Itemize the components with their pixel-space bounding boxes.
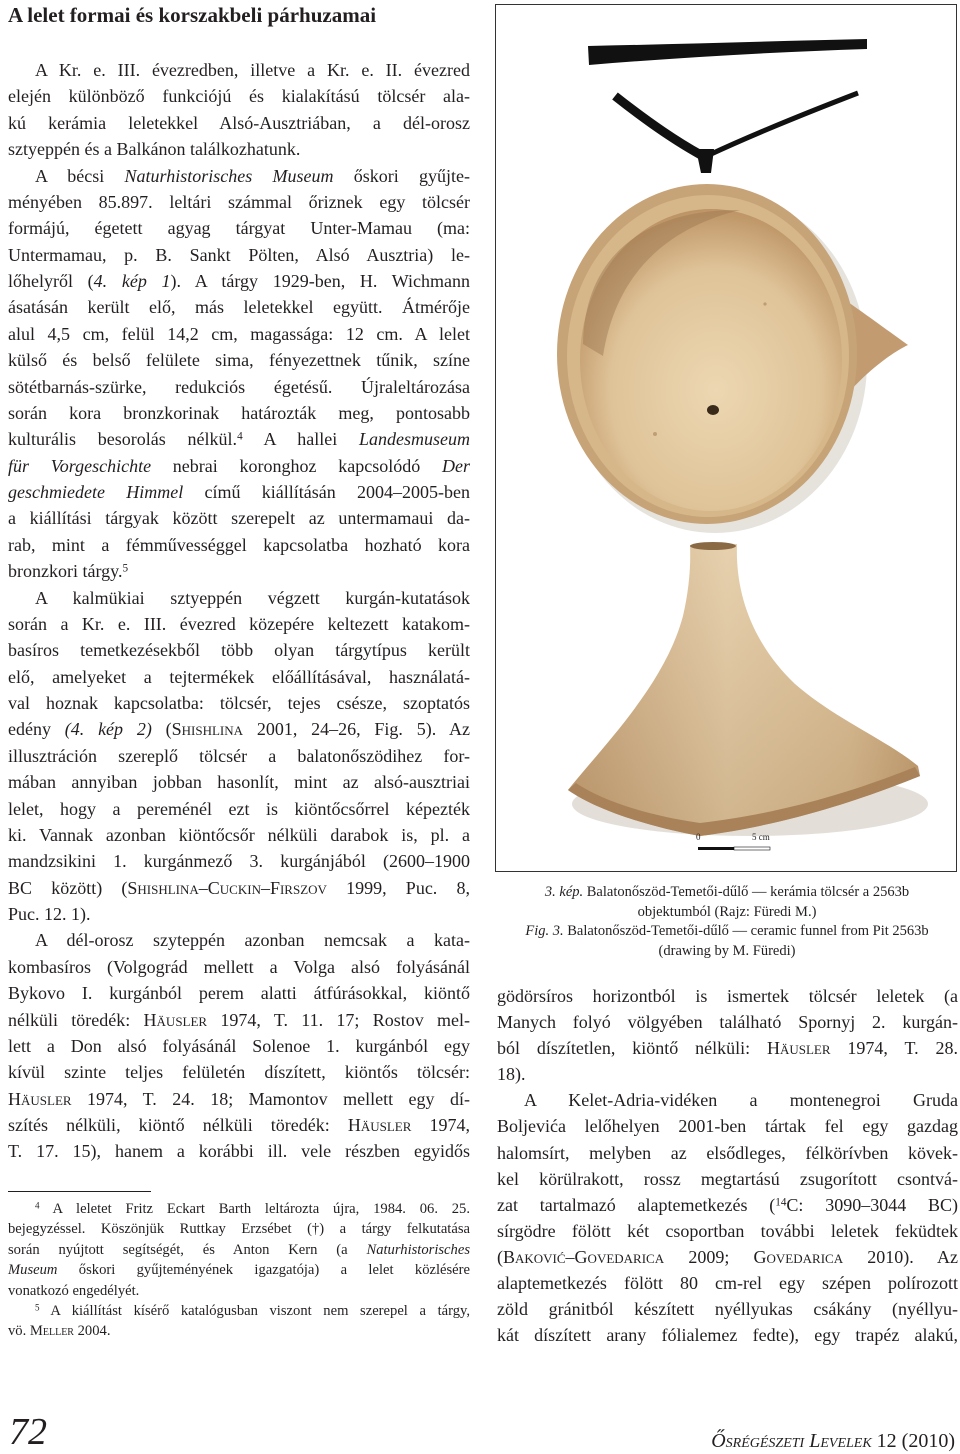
line-content (8, 1112, 470, 1138)
line-content (8, 637, 470, 663)
section-heading: A lelet formai és korszakbeli párhuzamai (8, 3, 377, 27)
small-caps-run: Häusler (143, 1009, 208, 1030)
surface-spot (763, 302, 766, 305)
funnel-hole (707, 405, 719, 415)
text-line (497, 1270, 958, 1296)
line-content (8, 875, 470, 901)
line-content (35, 927, 470, 953)
line-content (8, 1240, 470, 1260)
small-caps-run: Baković–Govedarica (503, 1246, 665, 1267)
line-content (8, 426, 470, 452)
italic-run: (4. kép 2) (64, 719, 152, 740)
text-run: A hallei (242, 429, 360, 450)
text-run: elő, amelyeket a tejtermékek előállításával, használatá- (8, 666, 470, 687)
line-content (8, 110, 470, 136)
text-run: bejegyzéssel. Köszönjük Ruttkay Erzsébet (†) a tárgy felkutatása (8, 1221, 470, 1238)
footnote-separator (8, 1191, 151, 1192)
text-run: ). A tárgy 1929-ben, H. Wichmann (170, 271, 470, 291)
line-content (497, 1009, 958, 1035)
line-content (8, 1281, 139, 1301)
text-line (8, 189, 470, 215)
text-line (8, 822, 470, 848)
text-line (8, 1281, 470, 1301)
line-content (8, 743, 470, 769)
text-run: vonatkozó engedélyét. (8, 1282, 140, 1299)
line-content (35, 57, 470, 83)
small-caps-run: Shishlina–Cuckin–Firszov (127, 877, 327, 898)
line-content (8, 716, 470, 742)
text-run: Boljevića lelőhelyen 2001-ben tártak fel egy gazdag (497, 1116, 958, 1137)
line-content (8, 1321, 110, 1341)
text-line (8, 1138, 470, 1164)
surface-spot (653, 432, 657, 436)
text-run: őskori gyűjte- (333, 165, 470, 186)
text-line (497, 1009, 958, 1035)
text-run: Balatonőszöd-Temetői-dűlő — kerámia tölcsér a 2563b (583, 884, 910, 900)
line-content (8, 1007, 470, 1033)
text-line (497, 1218, 958, 1244)
text-line (8, 321, 470, 347)
text-line (8, 479, 470, 505)
text-run: Bykovo I. kurgánból perem alatti átfúrásokkal, kiöntő (8, 983, 470, 1004)
text-run: zöld gránitból készített nyéllyukas csákány (nyéllyu- (497, 1299, 958, 1320)
text-run: sztyeppén és a Balkánon találkozhatunk. (8, 139, 301, 160)
text-line (8, 585, 470, 611)
text-line (8, 954, 470, 980)
page-number: 72 (9, 1411, 47, 1453)
small-caps-run: Häusler (347, 1115, 412, 1135)
line-content (8, 1260, 470, 1280)
small-caps-run: Govedarica (753, 1246, 844, 1267)
line-content (8, 769, 470, 795)
text-line (8, 1321, 470, 1341)
line-content (8, 83, 470, 109)
text-line (8, 901, 470, 927)
text-run: val hoznak kapcsolatba: tölcsér, tejes csésze, szoptatós (8, 693, 470, 713)
text-line (8, 664, 470, 690)
text-line (8, 400, 470, 426)
line-content (8, 848, 470, 874)
text-run: rab, mint a fémművességgel kapcsolatba hozható kora (8, 534, 470, 555)
text-run: mandzsikini 1. kurgánmező 3. kurgánjából (2600–1900 (8, 851, 470, 872)
text-line (497, 1244, 958, 1270)
line-content (8, 1086, 470, 1112)
text-run: kú kerámia leletekkel Alsó-Ausztriában, a dél-orosz (8, 112, 470, 133)
text-run: vö. (8, 1323, 30, 1340)
text-line (8, 1301, 470, 1321)
text-line (8, 426, 470, 452)
small-caps-run: Häusler (8, 1088, 72, 1109)
text-run: alaptemetkezés fölött 80 cm-rel egy szépen polírozott (497, 1273, 958, 1294)
italic-run: für Vorgeschichte (8, 455, 152, 476)
text-run: A leletet Fritz Eckart Barth leltározta újra, 1984. 06. 25. (39, 1201, 470, 1217)
text-run: A bécsi (35, 165, 125, 186)
superscript: 14 (775, 1196, 787, 1209)
line-content (8, 1059, 470, 1085)
text-line (8, 1007, 470, 1033)
text-run: illusztráción szereplő tölcsér a balatonőszödihez for- (8, 745, 470, 766)
text-run: ásatásán került elő, más leletekkel együtt. Átmérője (8, 297, 470, 318)
text-line (497, 1296, 958, 1322)
line-content (8, 822, 470, 848)
line-content (8, 796, 470, 822)
text-run: (drawing by M. Füredi) (658, 942, 796, 959)
text-run: gödörsíros horizontból is ismertek tölcsér leletek (a (497, 986, 958, 1006)
text-run: halomsírt, melyben az elsődleges, félkörívben kövek- (497, 1142, 958, 1163)
text-run: 1974, T. 11. 17; Rostov mel- (207, 1009, 470, 1030)
text-run: 1974, (411, 1115, 471, 1135)
text-run: 2009; (664, 1246, 754, 1267)
text-run: lőhelyről ( (8, 271, 94, 291)
paragraph (497, 1087, 958, 1348)
text-line (8, 1059, 470, 1085)
line-content (8, 321, 470, 347)
text-run: bronzkori tárgy. (8, 561, 123, 582)
line-content (497, 1322, 958, 1348)
text-line (8, 743, 470, 769)
line-content (35, 1301, 470, 1321)
line-content (8, 1033, 470, 1059)
text-run: A kiállítást kísérő katalógusban viszont nem szerepel a tárgy, (39, 1302, 470, 1319)
journal-title: Ősrégészeti Levelek (711, 1430, 872, 1452)
text-line (497, 1192, 958, 1218)
line-content (524, 1087, 958, 1113)
text-run: ki. Vannak azonban kiöntőcsőr nélküli darabok is, pl. a (8, 824, 470, 845)
text-run: ból díszítetlen, kiöntő nélküli: (497, 1038, 767, 1059)
paragraph (8, 927, 470, 1164)
text-run: ményében 85.897. leltári számmal őriznek egy tölcsér (8, 191, 470, 212)
text-line (497, 1035, 958, 1061)
text-line (8, 1219, 470, 1239)
text-line (497, 922, 957, 942)
line-content (8, 1219, 470, 1239)
text-run: során kora bronzkorinak határozták meg, pontosabb (8, 402, 470, 423)
line-content (8, 242, 470, 268)
text-run: mában annyiban jobban hasonlít, mint az alsó-ausztriai (8, 772, 470, 793)
line-content (8, 611, 470, 637)
italic-run: Naturhistorisches (366, 1241, 470, 1258)
text-line (8, 769, 470, 795)
text-run: A Kelet-Adria-vidéken a montenegroi Gruda (524, 1090, 958, 1111)
line-content (497, 1035, 958, 1061)
text-run: A dél-orosz szyteppén azonban nemcsak a kata- (35, 930, 470, 951)
line-content (497, 983, 958, 1009)
italic-run: Der (442, 455, 470, 476)
text-line (8, 57, 470, 83)
line-content (497, 1270, 958, 1296)
line-content (497, 1140, 958, 1166)
superscript: 4 (237, 430, 243, 443)
text-line (8, 83, 470, 109)
text-line (8, 505, 470, 531)
paragraph (8, 163, 470, 585)
text-run: objektumból (Rajz: Füredi M.) (637, 903, 817, 920)
small-caps-run: Häusler (766, 1038, 831, 1059)
text-line (8, 1112, 470, 1138)
line-content (35, 1199, 470, 1219)
text-run: 2004. (73, 1323, 111, 1340)
right-column-text (497, 983, 958, 1348)
scale-segment-white (734, 847, 770, 850)
line-content (8, 374, 470, 400)
text-run: 18). (497, 1064, 526, 1085)
line-content (497, 1113, 958, 1139)
text-line (8, 532, 470, 558)
line-content (638, 903, 817, 923)
line-content (8, 400, 470, 426)
italic-run: 3. kép. (544, 884, 584, 900)
text-run: T. 17. 15), hanem a korábbi ill. vele részben egyidős (8, 1141, 470, 1162)
italic-run: Landesmuseum (359, 429, 471, 450)
text-line (497, 1166, 958, 1192)
line-content (8, 690, 470, 716)
superscript: 5 (35, 1302, 40, 1313)
text-run: című kiállításán 2004–2005-ben (183, 482, 470, 502)
text-line (8, 796, 470, 822)
text-line (8, 1086, 470, 1112)
text-run: a kiállítási tárgyak között szerepelt az untermamaui da- (8, 508, 470, 529)
text-line (8, 163, 470, 189)
line-content (497, 1192, 958, 1218)
italic-run: 4. kép 1 (93, 271, 171, 291)
text-run: Balatonőszöd-Temetői-dűlő — ceramic funnel from Pit 2563b (563, 923, 929, 940)
line-content (35, 585, 470, 611)
line-content (525, 922, 928, 942)
line-content (8, 136, 300, 162)
line-content (8, 954, 470, 980)
line-content (8, 505, 470, 531)
line-content (497, 1166, 958, 1192)
text-line (8, 110, 470, 136)
small-caps-run: Shishlina (171, 719, 244, 740)
text-line (8, 1199, 470, 1219)
line-content (8, 215, 470, 241)
text-run: alul 4,5 cm, felül 14,2 cm, magassága: 12 cm. A lelet (8, 323, 470, 344)
text-run: BC között) ( (8, 877, 128, 898)
text-line (8, 1260, 470, 1280)
text-line (8, 558, 470, 584)
text-run: nélküli töredék: (8, 1009, 144, 1030)
tube-opening (690, 542, 736, 550)
text-line (8, 453, 470, 479)
small-caps-run: Meller (29, 1323, 74, 1340)
footnote-4 (8, 1199, 470, 1301)
text-line (497, 1140, 958, 1166)
paragraph (497, 983, 958, 1087)
text-run: során a Kr. e. III. évezred közepére keltezett katakom- (8, 613, 470, 634)
text-run: ( (151, 719, 172, 740)
line-content (8, 664, 470, 690)
text-line (8, 927, 470, 953)
text-run: sötétbarnás-szürke, redukciós égetésű. Újraleltározása (8, 376, 470, 397)
text-line (8, 980, 470, 1006)
text-run: A kalmükiai sztyeppén végzett kurgán-kutatások (35, 587, 470, 608)
text-line (8, 268, 470, 294)
text-line (8, 875, 470, 901)
text-run: külső és belső felülete sima, fényezettnek tűnik, színe (8, 350, 470, 371)
text-run: C: 3090–3044 BC) (786, 1194, 958, 1215)
text-line (8, 848, 470, 874)
superscript: 4 (35, 1200, 40, 1211)
text-run: 2010). Az (843, 1246, 958, 1267)
text-line (8, 294, 470, 320)
text-line (497, 983, 958, 1009)
paragraph (8, 57, 470, 163)
figure-3 (495, 4, 957, 872)
text-line (497, 1087, 958, 1113)
text-run: 1974, T. 28. (830, 1038, 958, 1059)
line-content (35, 163, 470, 189)
text-line (8, 690, 470, 716)
text-line (8, 242, 470, 268)
text-run: 1974, T. 24. 18; Mamontov mellett egy dí- (71, 1088, 470, 1109)
text-line (497, 883, 957, 903)
line-content (8, 980, 470, 1006)
line-content (8, 268, 470, 294)
line-content (8, 347, 470, 373)
text-run: edény (8, 719, 65, 740)
italic-run: Museum (8, 1262, 58, 1279)
text-run: kel körülrakott, rossz megtartású zsugorított csontvá- (497, 1168, 958, 1189)
text-run: kombasíros (Volgográd mellett a Volga alsó folyásánál (8, 956, 470, 977)
text-run: nebrai koronghoz kapcsolódó (151, 455, 442, 476)
italic-run: Fig. 3. (525, 923, 564, 940)
text-run: elején különböző funkciójú és kialakítású tölcsér ala- (8, 86, 470, 107)
text-run: kulturális besorolás nélkül. (8, 429, 238, 450)
text-line (8, 136, 470, 162)
text-line (8, 1033, 470, 1059)
text-run: kát díszített arany fólialemez fedte), egy trapéz alakú, (497, 1325, 958, 1346)
text-line (8, 1240, 470, 1260)
text-line (8, 716, 470, 742)
text-run: zat tartalmazó alaptemetkezés ( (497, 1194, 776, 1215)
text-line (497, 942, 957, 962)
text-line (497, 903, 957, 923)
line-content (8, 453, 470, 479)
journal-footer (711, 1428, 955, 1454)
scale-label-5cm: 5 cm (752, 832, 770, 842)
scale-segment-black (698, 847, 734, 850)
text-run: sírgödre fölött két csoportban további leletek feküdtek (497, 1220, 958, 1241)
text-run: kívül szinte teljes felületén díszített, kiöntős tölcsér: (8, 1062, 470, 1083)
line-content (659, 942, 796, 962)
text-run: 1999, Puc. 8, (326, 877, 471, 898)
text-line (497, 1061, 958, 1087)
italic-run: Naturhistorisches Museum (124, 165, 334, 186)
line-content (545, 883, 909, 903)
text-run: formájú, égetett agyag tárgyat Unter-Mamau (ma: (8, 218, 470, 239)
journal-issue: 12 (2010) (876, 1430, 955, 1452)
text-run: basíros temetkezésekből több olyan tárgytípus került (8, 640, 470, 661)
text-run: lelet, hogy a pereménél ezt is kiöntőcsőrrel képezték (8, 798, 470, 819)
text-run: szítés nélküli, kiöntő nélküli töredék: (8, 1115, 348, 1135)
paragraph (8, 585, 470, 928)
text-line (8, 611, 470, 637)
text-run: 2001, 24–26, Fig. 5). Az (243, 719, 471, 740)
superscript: 5 (122, 562, 129, 575)
line-content (8, 189, 470, 215)
text-run: Puc. 12. 1). (8, 904, 91, 924)
line-content (8, 558, 128, 584)
text-line (8, 347, 470, 373)
text-run: A Kr. e. III. évezredben, illetve a Kr. e. II. évezred (35, 60, 470, 80)
line-content (8, 532, 470, 558)
footnotes (8, 1199, 470, 1342)
text-run: őskori gyűjteményének igazgatója) a lelet közlésére (57, 1262, 470, 1279)
italic-run: geschmiedete Himmel (8, 482, 184, 502)
footnote-5 (8, 1301, 470, 1342)
line-content (497, 1244, 958, 1270)
text-run: lett a Don alsó folyásánál Solenoe 1. kurgánból egy (8, 1035, 470, 1056)
line-content (8, 1138, 470, 1164)
text-run: során nyújtott segítségét, és Anton Kern (a (8, 1241, 367, 1258)
text-line (8, 215, 470, 241)
line-content (8, 294, 470, 320)
text-line (497, 1113, 958, 1139)
text-line (497, 1322, 958, 1348)
line-content (497, 1061, 526, 1087)
text-run: ( (497, 1246, 503, 1267)
left-column-text (8, 57, 470, 1165)
line-content (497, 1218, 958, 1244)
text-line (8, 374, 470, 400)
text-run: Untermamau, p. B. Sankt Pölten, Alsó Ausztria) le- (8, 244, 470, 265)
figure-caption (497, 883, 957, 961)
scale-label-zero: 0 (696, 832, 701, 842)
text-line (8, 637, 470, 663)
line-content (8, 479, 470, 505)
line-content (8, 901, 91, 927)
text-run: Manych folyó völgyében található Spornyj 2. kurgán- (497, 1012, 958, 1033)
line-content (497, 1296, 958, 1322)
